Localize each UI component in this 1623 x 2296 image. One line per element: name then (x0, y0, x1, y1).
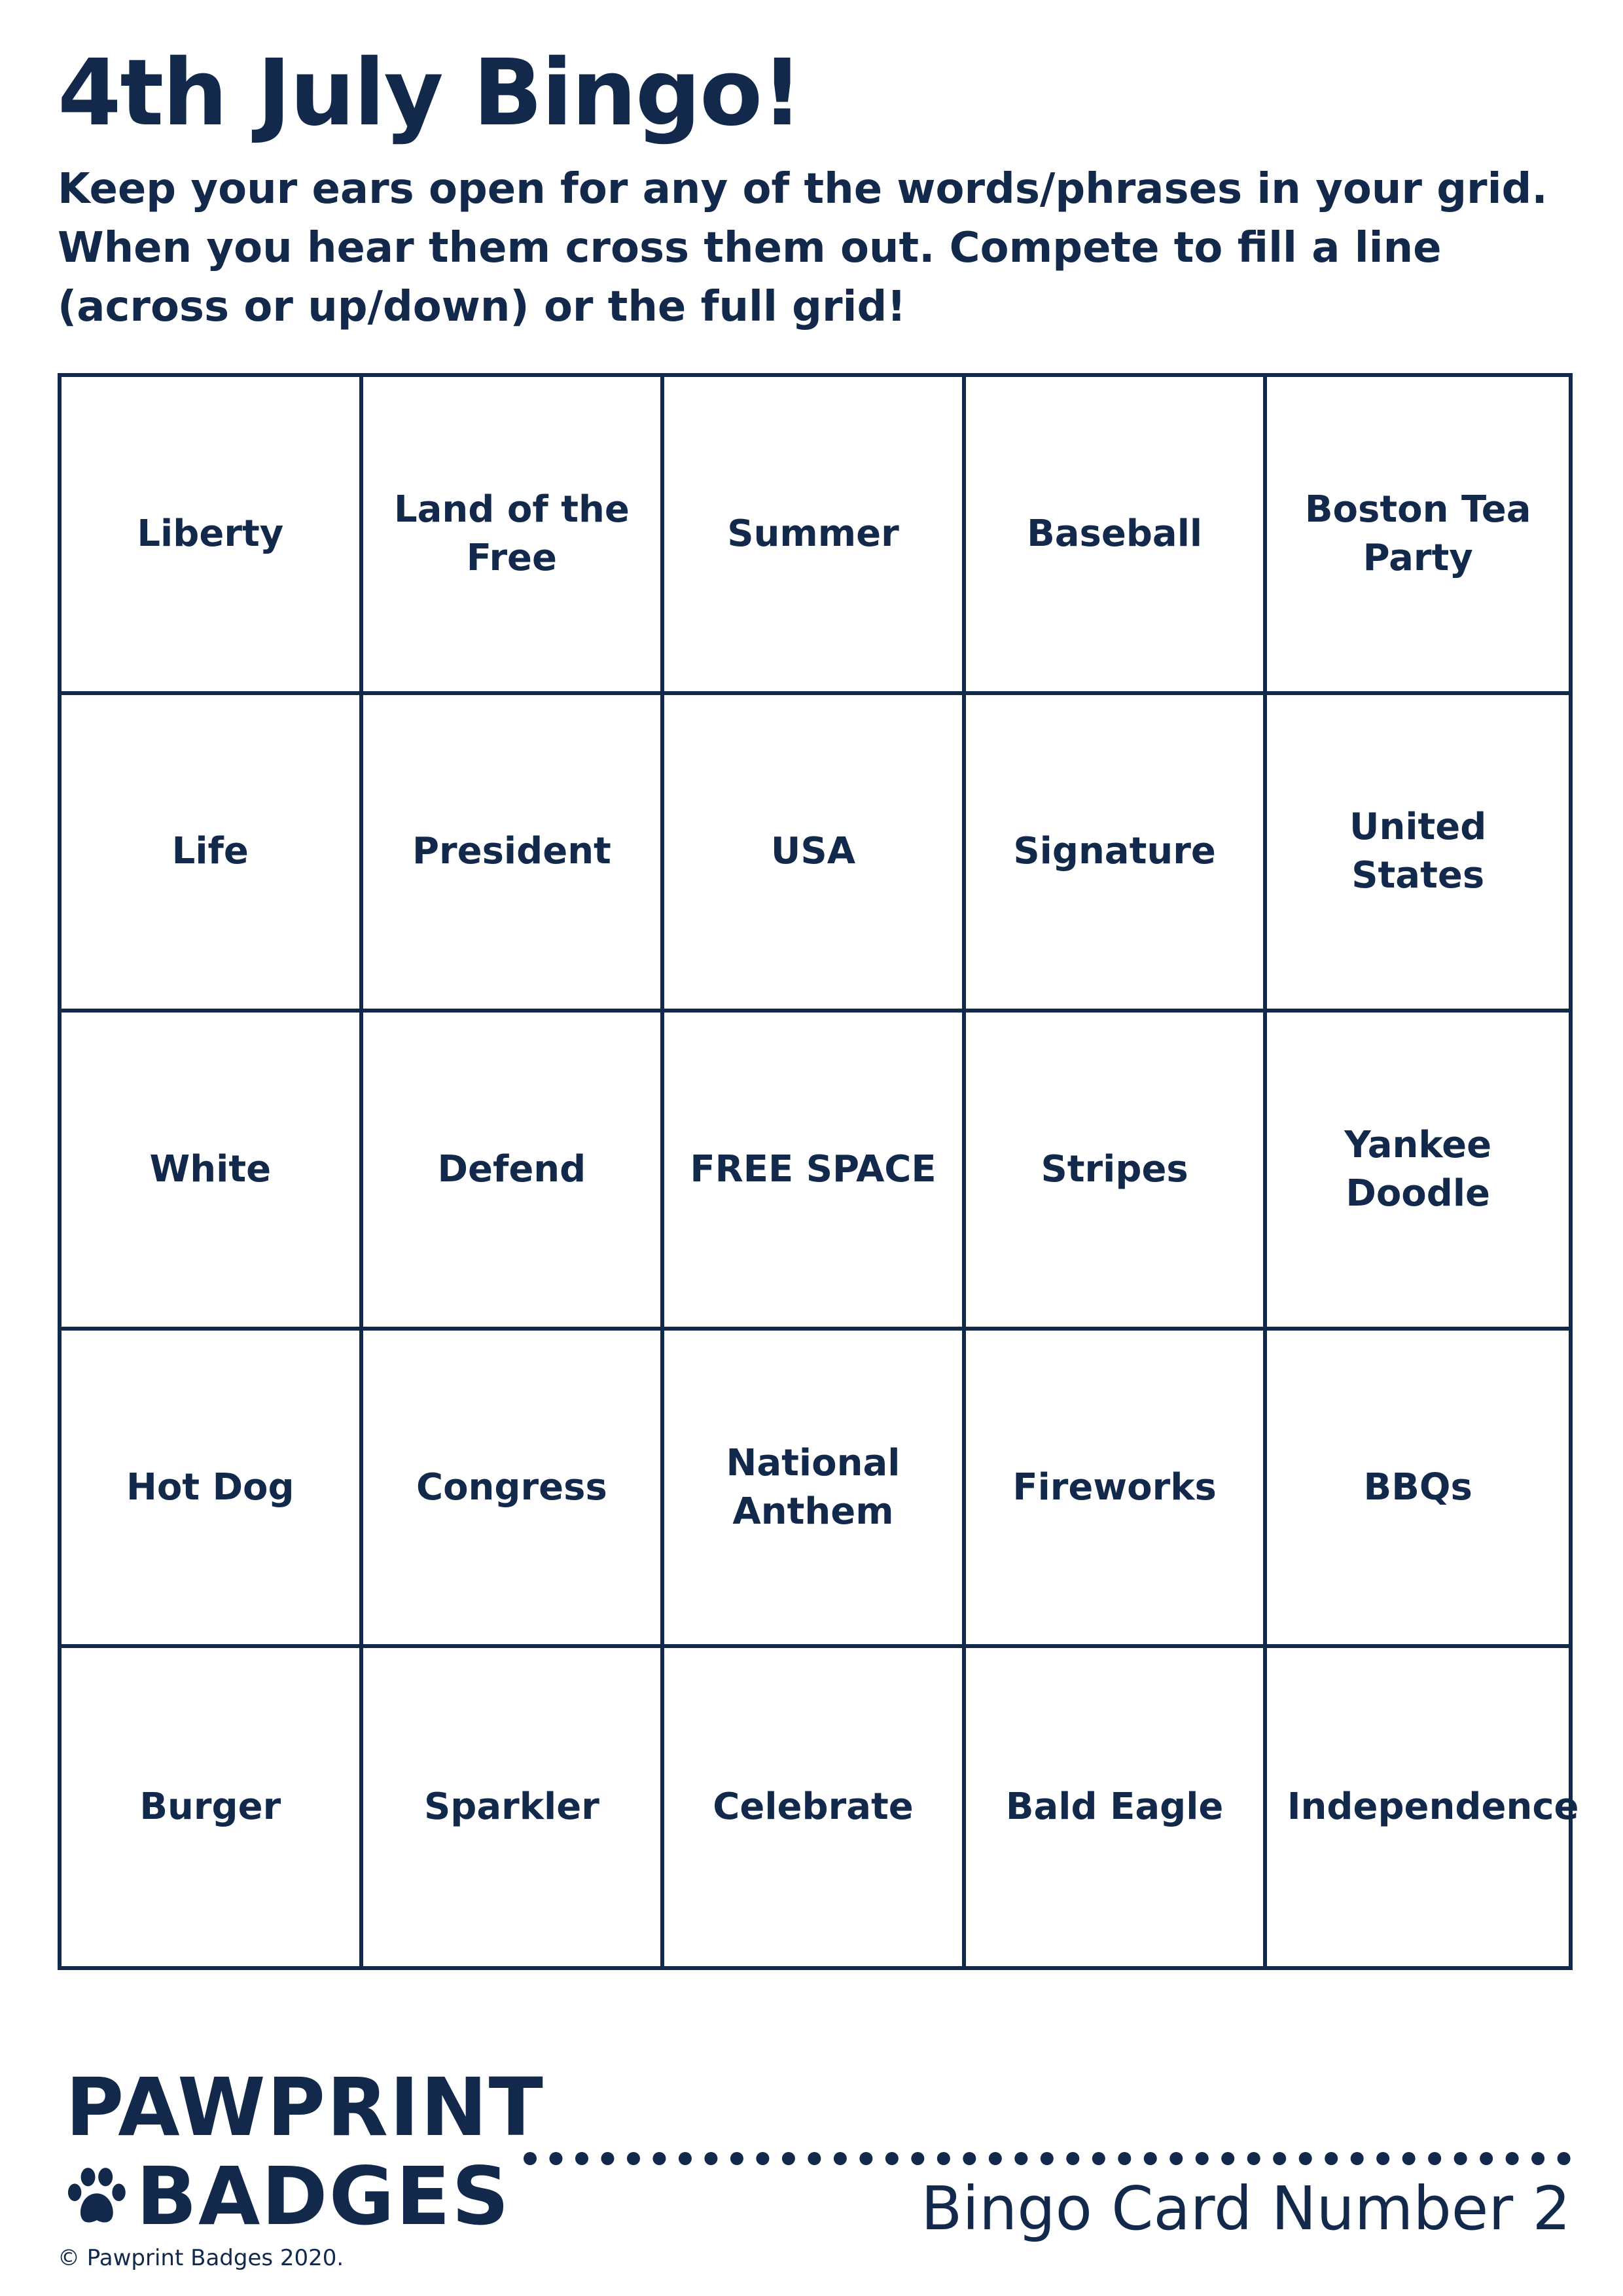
bingo-cell-label: Independence (1287, 1785, 1579, 1829)
bingo-cell-label: White (149, 1147, 272, 1191)
bingo-cell-label: United States (1349, 806, 1487, 897)
bingo-cell[interactable] (966, 377, 1268, 695)
bingo-cell-label: Defend (437, 1147, 586, 1191)
pawprint-badges-logo (65, 2061, 544, 2243)
bingo-cell-label: BBQs (1363, 1465, 1472, 1509)
bingo-cell-label: President (412, 830, 611, 873)
page-title: 4th July Bingo! (58, 40, 802, 147)
bingo-cell-label: Boston Tea Party (1304, 488, 1531, 579)
logo-text-line2: BADGES (135, 2150, 510, 2243)
bingo-cell[interactable] (363, 377, 665, 695)
bingo-cell[interactable] (1267, 377, 1569, 695)
bingo-cell[interactable] (62, 1013, 363, 1331)
bingo-cell-label: National Anthem (726, 1441, 901, 1533)
bingo-cell[interactable] (1267, 1648, 1579, 1966)
bingo-cell-label: Summer (727, 512, 899, 555)
bingo-cell-label: Liberty (137, 512, 284, 555)
bingo-grid (58, 373, 1579, 1970)
dotted-divider (524, 2152, 1571, 2165)
copyright-text: © Pawprint Badges 2020. (58, 2245, 344, 2271)
bingo-cell-label: Sparkler (423, 1785, 599, 1829)
bingo-cell-label: Baseball (1027, 512, 1203, 555)
bingo-cell[interactable] (62, 1331, 363, 1649)
bingo-cell-label: Signature (1013, 830, 1216, 873)
free-space-cell[interactable] (664, 1013, 966, 1331)
bingo-cell[interactable] (966, 1013, 1268, 1331)
bingo-cell[interactable] (1267, 1331, 1569, 1649)
bingo-cell[interactable] (363, 1648, 665, 1966)
logo-line2 (65, 2152, 510, 2241)
bingo-cell[interactable] (664, 377, 966, 695)
bingo-cell-label: Life (171, 830, 249, 873)
bingo-cell[interactable] (62, 377, 363, 695)
bingo-cell[interactable] (664, 1648, 966, 1966)
bingo-cell[interactable] (1267, 1013, 1569, 1331)
bingo-cell[interactable] (363, 1013, 665, 1331)
bingo-cell[interactable] (62, 695, 363, 1013)
instructions-text: Keep your ears open for any of the words/phrases in your grid. When you hear them cross them out. Compete to fill a line (across or up/down) or the full grid! (58, 165, 1548, 331)
bingo-cell-label: Land of the Free (393, 488, 630, 579)
card-number-label: Bingo Card Number 2 (921, 2174, 1571, 2244)
bingo-cell-label: Congress (416, 1465, 607, 1509)
bingo-cell-label: Burger (139, 1785, 281, 1829)
logo-text-line1: PAWPRINT (65, 2061, 544, 2154)
bingo-cell[interactable] (966, 1331, 1268, 1649)
bingo-cell-label: Hot Dog (126, 1465, 294, 1509)
bingo-cell[interactable] (363, 695, 665, 1013)
bingo-cell-label: USA (770, 830, 856, 873)
bingo-cell-label: Yankee Doodle (1344, 1123, 1492, 1215)
bingo-cell[interactable] (664, 1331, 966, 1649)
bingo-cell[interactable] (966, 1648, 1268, 1966)
bingo-cell-label: Celebrate (713, 1785, 914, 1829)
bingo-cell-label: Fireworks (1012, 1465, 1217, 1509)
bingo-cell[interactable] (664, 695, 966, 1013)
bingo-cell[interactable] (966, 695, 1268, 1013)
bingo-cell-label: FREE SPACE (690, 1147, 936, 1191)
bingo-cell[interactable] (363, 1331, 665, 1649)
paw-print-icon (65, 2157, 132, 2236)
bingo-cell[interactable] (1267, 695, 1569, 1013)
bingo-cell-label: Stripes (1041, 1147, 1188, 1191)
bingo-cell[interactable] (62, 1648, 363, 1966)
bingo-cell-label: Bald Eagle (1005, 1785, 1224, 1829)
